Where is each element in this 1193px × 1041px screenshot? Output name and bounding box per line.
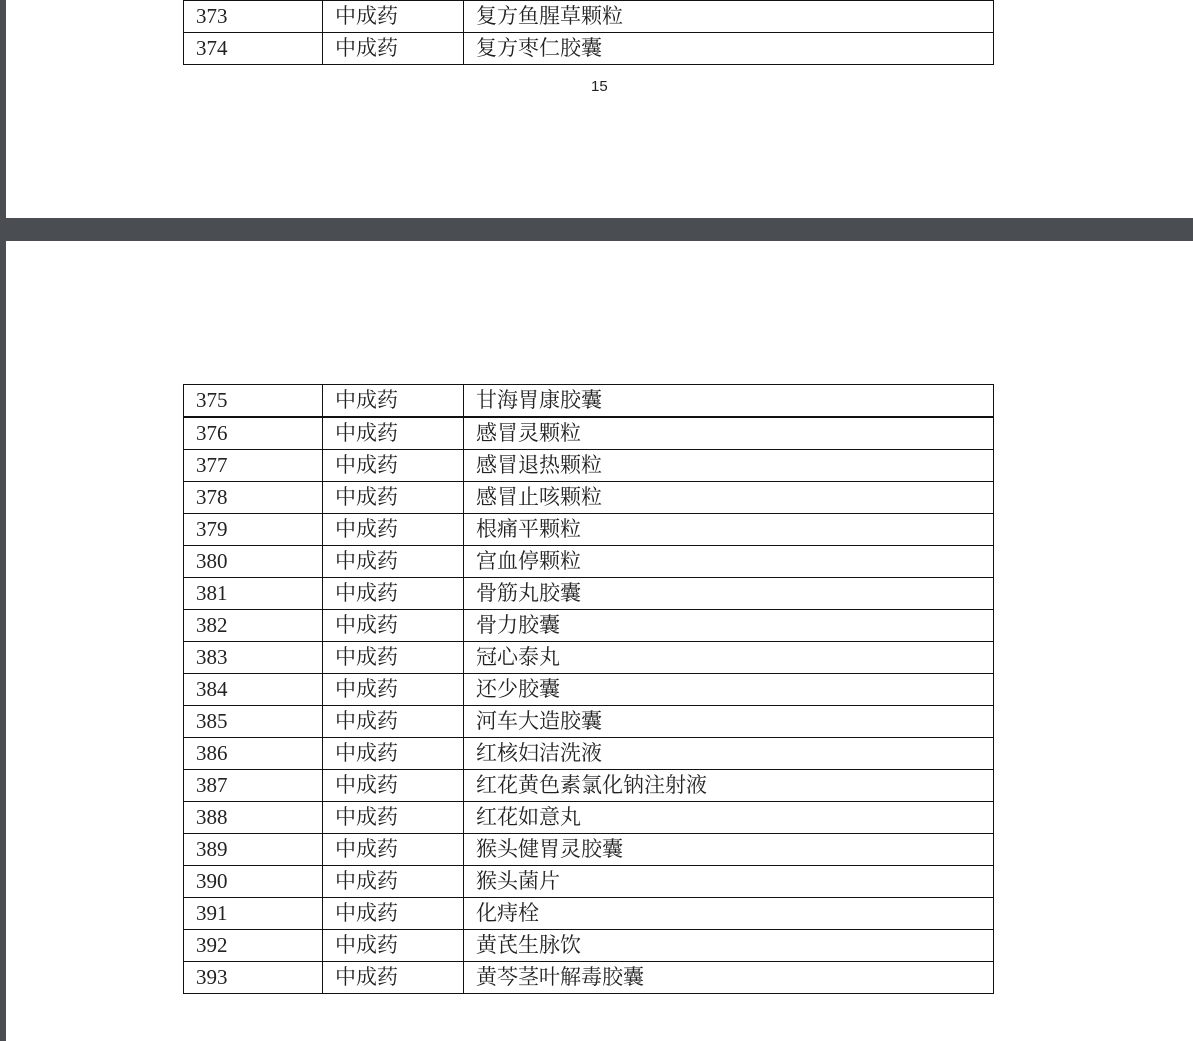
table-row — [184, 738, 994, 770]
drug-name: 化痔栓 — [464, 898, 994, 930]
drug-name: 甘海胃康胶囊 — [464, 385, 994, 418]
row-category: 中成药 — [323, 1, 464, 33]
row-category: 中成药 — [323, 930, 464, 962]
drug-name: 猴头健胃灵胶囊 — [464, 834, 994, 866]
drug-name: 红花黄色素氯化钠注射液 — [464, 770, 994, 802]
drug-name: 还少胶囊 — [464, 674, 994, 706]
table-row — [184, 514, 994, 546]
row-number: 373 — [184, 1, 323, 33]
row-category: 中成药 — [323, 450, 464, 482]
row-category: 中成药 — [323, 546, 464, 578]
drug-name: 宫血停颗粒 — [464, 546, 994, 578]
row-number: 389 — [184, 834, 323, 866]
row-number: 392 — [184, 930, 323, 962]
row-category: 中成药 — [323, 33, 464, 65]
page-number: 15 — [591, 78, 608, 95]
table-row — [184, 706, 994, 738]
table-row — [184, 385, 994, 418]
row-category: 中成药 — [323, 514, 464, 546]
drug-name: 感冒退热颗粒 — [464, 450, 994, 482]
row-number: 390 — [184, 866, 323, 898]
row-category: 中成药 — [323, 834, 464, 866]
table-row — [184, 546, 994, 578]
drug-name: 红花如意丸 — [464, 802, 994, 834]
row-number: 386 — [184, 738, 323, 770]
drug-name: 冠心泰丸 — [464, 642, 994, 674]
table-row — [184, 642, 994, 674]
drug-name: 河车大造胶囊 — [464, 706, 994, 738]
row-number: 376 — [184, 417, 323, 450]
row-number: 385 — [184, 706, 323, 738]
table-row — [184, 674, 994, 706]
row-number: 391 — [184, 898, 323, 930]
table-row — [184, 962, 994, 994]
row-category: 中成药 — [323, 482, 464, 514]
drug-name: 黄芩茎叶解毒胶囊 — [464, 962, 994, 994]
row-category: 中成药 — [323, 674, 464, 706]
drug-name: 骨力胶囊 — [464, 610, 994, 642]
row-number: 381 — [184, 578, 323, 610]
table-row — [184, 866, 994, 898]
row-category: 中成药 — [323, 610, 464, 642]
row-category: 中成药 — [323, 642, 464, 674]
row-number: 375 — [184, 385, 323, 418]
table-row — [184, 802, 994, 834]
drug-name: 骨筋丸胶囊 — [464, 578, 994, 610]
table-row — [184, 578, 994, 610]
row-category: 中成药 — [323, 706, 464, 738]
row-number: 379 — [184, 514, 323, 546]
drug-name: 感冒灵颗粒 — [464, 417, 994, 450]
table-row — [184, 610, 994, 642]
table-row — [184, 33, 994, 65]
document-page-16 — [6, 241, 1193, 1041]
drug-name: 红核妇洁洗液 — [464, 738, 994, 770]
row-category: 中成药 — [323, 898, 464, 930]
drug-name: 复方枣仁胶囊 — [464, 33, 994, 65]
row-category: 中成药 — [323, 802, 464, 834]
row-number: 387 — [184, 770, 323, 802]
row-number: 383 — [184, 642, 323, 674]
row-number: 377 — [184, 450, 323, 482]
row-number: 378 — [184, 482, 323, 514]
drug-table — [183, 0, 994, 65]
drug-name: 根痛平颗粒 — [464, 514, 994, 546]
row-category: 中成药 — [323, 417, 464, 450]
drug-name: 复方鱼腥草颗粒 — [464, 1, 994, 33]
table-row — [184, 770, 994, 802]
drug-name: 猴头菌片 — [464, 866, 994, 898]
row-number: 393 — [184, 962, 323, 994]
table-row — [184, 1, 994, 33]
row-number: 382 — [184, 610, 323, 642]
table-row — [184, 930, 994, 962]
row-category: 中成药 — [323, 866, 464, 898]
table-row — [184, 450, 994, 482]
row-number: 374 — [184, 33, 323, 65]
row-category: 中成药 — [323, 962, 464, 994]
row-number: 384 — [184, 674, 323, 706]
drug-name: 黄芪生脉饮 — [464, 930, 994, 962]
row-category: 中成药 — [323, 770, 464, 802]
drug-table — [183, 384, 994, 994]
row-category: 中成药 — [323, 738, 464, 770]
row-number: 380 — [184, 546, 323, 578]
row-number: 388 — [184, 802, 323, 834]
row-category: 中成药 — [323, 578, 464, 610]
table-row — [184, 898, 994, 930]
drug-name: 感冒止咳颗粒 — [464, 482, 994, 514]
table-row — [184, 417, 994, 450]
table-row — [184, 834, 994, 866]
table-row — [184, 482, 994, 514]
document-page-15 — [6, 0, 1193, 218]
row-category: 中成药 — [323, 385, 464, 418]
